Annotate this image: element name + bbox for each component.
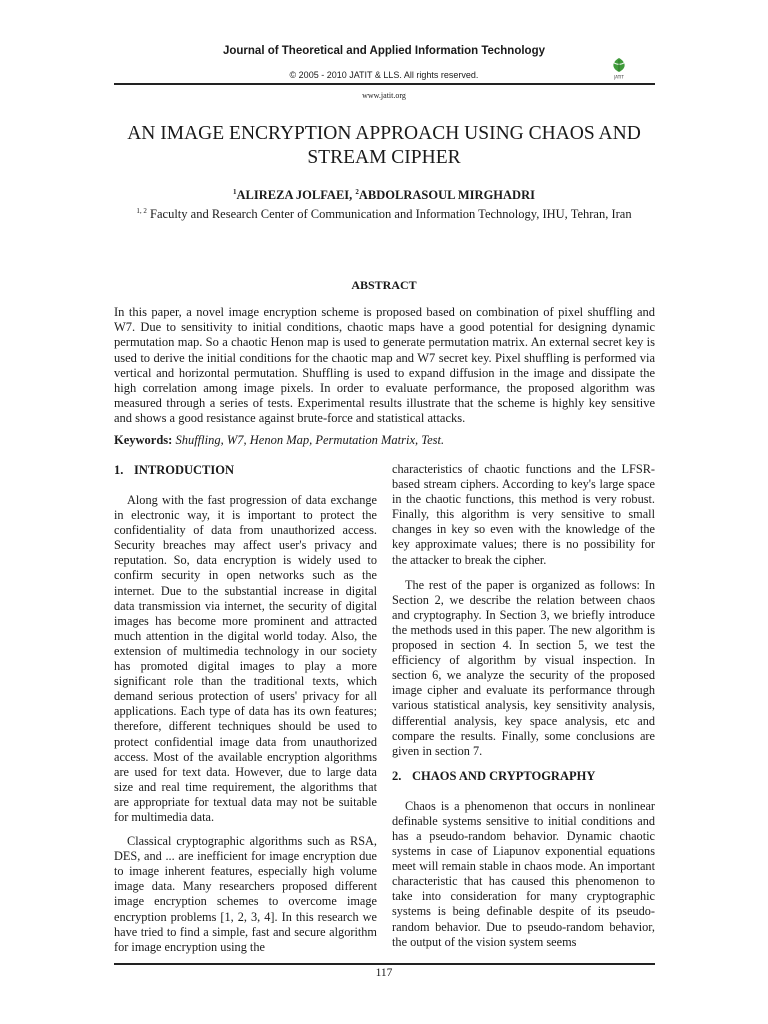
- author2-superscript: 2: [355, 188, 359, 196]
- paper-title: AN IMAGE ENCRYPTION APPROACH USING CHAOS AND STREAM CIPHER: [127, 123, 641, 168]
- left-column: [114, 462, 377, 955]
- section-title: INTRODUCTION: [134, 463, 235, 477]
- section-number: 1.: [114, 463, 124, 477]
- affiliation: [0, 207, 768, 222]
- section-heading-introduction: [114, 462, 377, 478]
- journal-website: www.jatit.org: [362, 91, 406, 100]
- abstract-heading: ABSTRACT: [351, 278, 417, 292]
- journal-title: Journal of Theoretical and Applied Information Technology: [222, 45, 546, 57]
- intro-paragraph-1: Along with the fast progression of data exchange in electronic way, it is important to protect the confidentiality of data from unauthorized access. Security breaches may affect user's privacy and reputation. So, data encryption is widely used to confirm security in open networks such as the internet. Due to the substantial increase in digital data transmission via internet, the security of digital images has become more prominent and attracted much attention in the digital world today. Also, the extension of multimedia technology in our society has promoted digital images to play a more significant role than the traditional texts, which demand serious protection of users' privacy for all applications. Each type of data has its own features; therefore, different techniques should be used to protect confidential image data from unauthorized access. Most of the available encryption algorithms are used for text data. However, due to large data size and real time requirement, the algorithms that are appropriate for textual data may not be suitable for multimedia data.: [114, 493, 377, 824]
- section-number: 2.: [392, 768, 402, 783]
- intro-paragraph-4: The rest of the paper is organized as follows: In Section 2, we describe the relation between chaos and cryptography. In Section 3, we briefly introduce the methods used in this paper. The new algorithm is proposed in section 4. In section 5, we test the efficiency of algorithm by visual inspection. In section 6, we analyze the security of the proposed image cipher and evaluate its performance through various statistical analysis, key sensitivity analysis, differential analysis, key space analysis, etc and compare the results. Finally, some conclusions are given in section 7.: [392, 577, 655, 758]
- footer-rule: [114, 963, 655, 965]
- author2-name: ABDOLRASOUL MIRGHADRI: [358, 188, 535, 203]
- copyright-notice: © 2005 - 2010 JATIT & LLS. All rights reserved.: [289, 70, 479, 80]
- keywords-label: Keywords:: [114, 433, 173, 447]
- abstract-text: In this paper, a novel image encryption scheme is proposed based on combination of pixel shuffling and W7. Due to sensitivity to initial conditions, chaotic maps have a good potential for designing dynamic permutation map. So a chaotic Henon map is used to generate permutation matrix. An external secret key is used to derive the initial conditions for the chaotic map and W7 secret key. Pixel shuffling is performed via vertical and horizontal permutation. Shuffling is used to expand diffusion in the image and dissipate the high correlation among image pixels. In order to evaluate performance, the proposed algorithm was measured through a series of tests. Experimental results illustrate that the scheme is highly key sensitive and shows a good resistance against brute-force and statistical attacks.: [114, 305, 655, 426]
- author1-name: ALIREZA JOLFAEI,: [236, 188, 356, 203]
- intro-paragraph-2: Classical cryptographic algorithms such as RSA, DES, and ... are inefficient for image encryption due to image inherent features, especially high volume image data. Many researchers proposed different image encryption schemes to overcome image encryption problems [1, 2, 3, 4]. In this research we have tried to find a simple, fast and secure algorithm for image encryption using the: [114, 834, 377, 954]
- author1-superscript: 1: [233, 188, 237, 196]
- authors: [0, 188, 768, 203]
- section-title: CHAOS AND CRYPTOGRAPHY: [412, 768, 596, 783]
- page-number: 117: [375, 967, 393, 979]
- svg-text:JATIT: JATIT: [614, 74, 624, 80]
- keywords-list: Shuffling, W7, Henon Map, Permutation Matrix, Test.: [172, 433, 445, 447]
- affiliation-superscript: 1, 2: [136, 207, 147, 215]
- chaos-paragraph-1: Chaos is a phenomenon that occurs in nonlinear definable systems sensitive to initial conditions and has a pseudo-random behavior. Dynamic chaotic systems in case of Liapunov exponential equations meet will remain stable in chaos mode. An important characteristic that has caused this phenomenon to take into consideration for many cryptographic systems is being definable despite of its pseudo-random behavior. Due to pseudo-random behavior, the output of the vision system seems: [392, 798, 655, 949]
- header-rule: [114, 83, 655, 85]
- keywords: [114, 433, 655, 448]
- section-heading-chaos: [392, 768, 655, 784]
- affiliation-text: Faculty and Research Center of Communication and Information Technology, IHU, Tehran, Iran: [146, 207, 632, 222]
- right-column: [392, 462, 655, 950]
- intro-paragraph-3: characteristics of chaotic functions and the LFSR-based stream ciphers. According to key's large space in the chaotic functions, this method is very robust. Finally, this algorithm is very sensitive to small changes in key so even with the knowledge of the key approximate values; there is no possibility for the attacker to break the cipher.: [392, 462, 655, 567]
- journal-logo-icon: [608, 56, 630, 80]
